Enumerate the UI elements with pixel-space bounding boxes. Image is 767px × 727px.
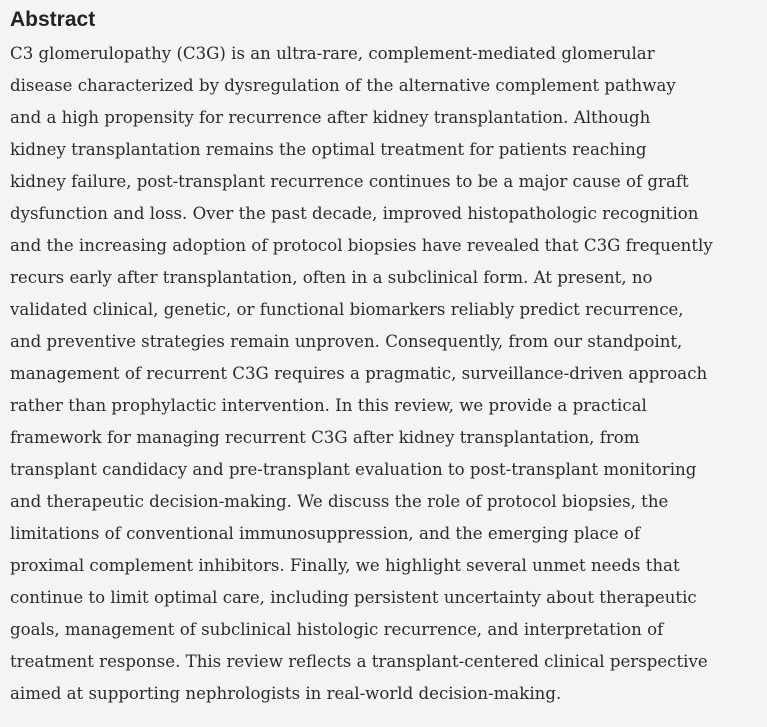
abstract-line: framework for managing recurrent C3G after kidney transplantation, from — [10, 428, 640, 447]
abstract-line: kidney failure, post-transplant recurrence continues to be a major cause of graft — [10, 172, 689, 191]
abstract-line: recurs early after transplantation, often in a subclinical form. At present, no — [10, 268, 653, 287]
abstract-line: transplant candidacy and pre-transplant evaluation to post-transplant monitoring — [10, 460, 697, 479]
abstract-line: rather than prophylactic intervention. In this review, we provide a practical — [10, 396, 647, 415]
abstract-line: kidney transplantation remains the optimal treatment for patients reaching — [10, 140, 647, 159]
abstract-line: proximal complement inhibitors. Finally, we highlight several unmet needs that — [10, 556, 680, 575]
abstract-paragraph — [10, 38, 757, 710]
abstract-line: continue to limit optimal care, including persistent uncertainty about therapeutic — [10, 588, 697, 607]
abstract-heading: Abstract — [10, 8, 96, 31]
abstract-line: C3 glomerulopathy (C3G) is an ultra-rare, complement-mediated glomerular — [10, 44, 655, 63]
abstract-line: aimed at supporting nephrologists in real-world decision-making. — [10, 684, 562, 703]
abstract-line: dysfunction and loss. Over the past decade, improved histopathologic recognition — [10, 204, 699, 223]
abstract-line: and preventive strategies remain unproven. Consequently, from our standpoint, — [10, 332, 683, 351]
abstract-line: goals, management of subclinical histologic recurrence, and interpretation of — [10, 620, 664, 639]
abstract-line: and therapeutic decision-making. We discuss the role of protocol biopsies, the — [10, 492, 669, 511]
abstract-line: limitations of conventional immunosuppression, and the emerging place of — [10, 524, 641, 543]
abstract-line: and the increasing adoption of protocol biopsies have revealed that C3G frequently — [10, 236, 713, 255]
abstract-line: management of recurrent C3G requires a pragmatic, surveillance-driven approach — [10, 364, 708, 383]
abstract-line: disease characterized by dysregulation of the alternative complement pathway — [10, 76, 676, 95]
abstract-line: and a high propensity for recurrence after kidney transplantation. Although — [10, 108, 651, 127]
abstract-line: treatment response. This review reflects a transplant-centered clinical perspective — [10, 652, 708, 671]
abstract-line: validated clinical, genetic, or functional biomarkers reliably predict recurrence, — [10, 300, 684, 319]
